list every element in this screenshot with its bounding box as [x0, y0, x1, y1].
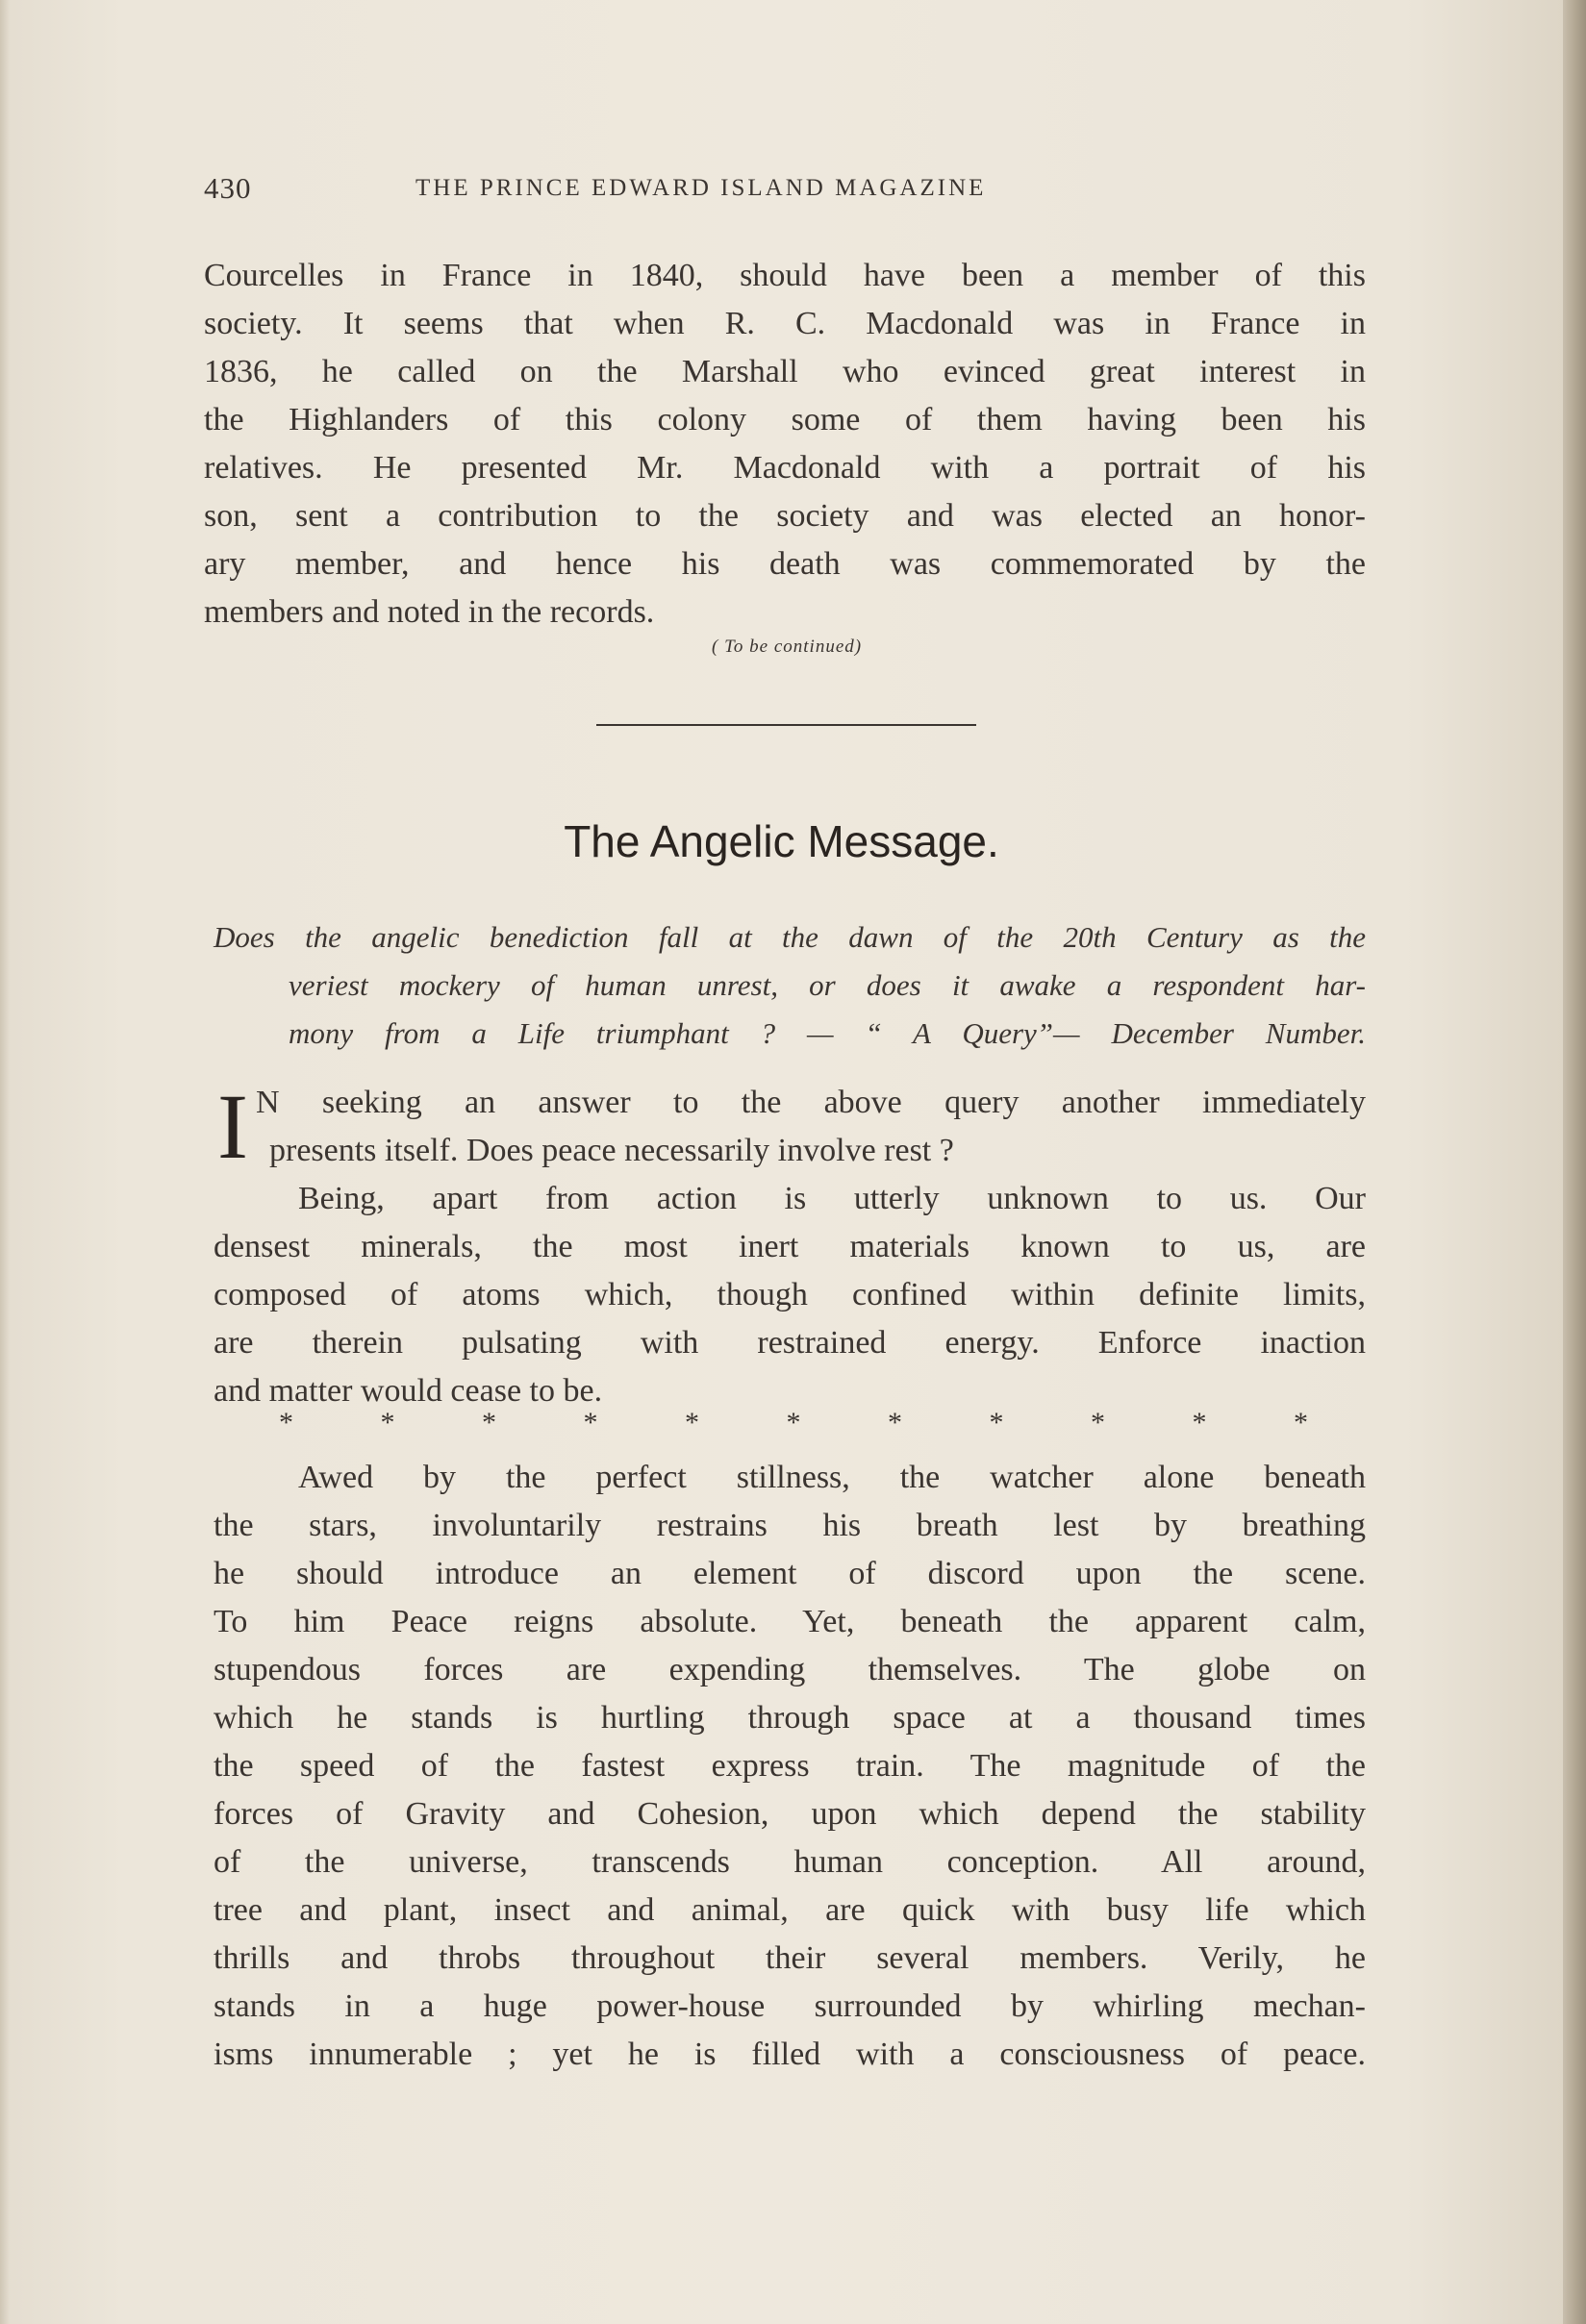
to-be-continued-note: ( To be continued)	[712, 637, 863, 657]
text-line: of the universe, transcends human conception. All around,	[214, 1844, 1366, 1880]
asterisk: *	[1192, 1407, 1207, 1438]
text-line: Courcelles in France in 1840, should have been a member of this	[204, 258, 1366, 293]
text-line: thrills and throbs throughout their several members. Verily, he	[214, 1940, 1366, 1976]
page-left-edge	[0, 0, 10, 2324]
asterisk: *	[786, 1407, 801, 1438]
text-line: isms innumerable ; yet he is filled with a consciousness of peace.	[214, 2037, 1366, 2072]
text-line: To him Peace reigns absolute. Yet, beneath the apparent calm,	[214, 1604, 1366, 1639]
epigraph-line: veriest mockery of human unrest, or does it awake a respondent har-	[289, 968, 1366, 1002]
text-line: society. It seems that when R. C. Macdonald was in France in	[204, 306, 1366, 341]
text-line: densest minerals, the most inert materials known to us, are	[214, 1229, 1366, 1264]
text-line: presents itself. Does peace necessarily involve rest ?	[269, 1133, 954, 1168]
asterisk: *	[583, 1407, 598, 1438]
text-line: relatives. He presented Mr. Macdonald with a portrait of his	[204, 450, 1366, 486]
section-divider	[596, 724, 976, 726]
text-line: son, sent a contribution to the society and was elected an honor-	[204, 498, 1366, 534]
article-title: The Angelic Message.	[564, 816, 999, 866]
magazine-title: THE PRINCE EDWARD ISLAND MAGAZINE	[415, 175, 987, 201]
text-line: stands in a huge power-house surrounded by whirling mechan-	[214, 1988, 1366, 2024]
epigraph-line: Does the angelic benediction fall at the dawn of the 20th Century as the	[214, 920, 1366, 954]
text-line: the Highlanders of this colony some of them having been his	[204, 402, 1366, 437]
asterisk: *	[685, 1407, 699, 1438]
text-line: which he stands is hurtling through space at a thousand times	[214, 1700, 1366, 1736]
asterisk: *	[482, 1407, 496, 1438]
text-line: ary member, and hence his death was commemorated by the	[204, 546, 1366, 582]
text-line: forces of Gravity and Cohesion, upon which depend the stability	[214, 1796, 1366, 1832]
asterisk: *	[888, 1407, 902, 1438]
text-line: the speed of the fastest express train. The magnitude of the	[214, 1748, 1366, 1784]
text-line: N seeking an answer to the above query another immediately	[256, 1085, 1366, 1120]
text-line: 1836, he called on the Marshall who evinced great interest in	[204, 354, 1366, 389]
book-spine-edge	[1563, 0, 1586, 2324]
drop-cap: I	[217, 1075, 248, 1178]
asterisk: *	[1294, 1407, 1308, 1438]
asterisk: *	[279, 1407, 293, 1438]
text-line: composed of atoms which, though confined within definite limits,	[214, 1277, 1366, 1312]
text-line: stupendous forces are expending themselves. The globe on	[214, 1652, 1366, 1687]
epigraph-line: mony from a Life triumphant ? — “ A Query”— December Number.	[289, 1016, 1366, 1050]
text-line: Awed by the perfect stillness, the watcher alone beneath	[298, 1460, 1366, 1495]
asterisk: *	[1091, 1407, 1105, 1438]
text-line: are therein pulsating with restrained energy. Enforce inaction	[214, 1325, 1366, 1361]
asterisk-separator	[279, 1407, 1308, 1439]
text-line: tree and plant, insect and animal, are quick with busy life which	[214, 1892, 1366, 1928]
text-line: members and noted in the records.	[204, 594, 655, 630]
page-number: 430	[204, 171, 252, 205]
text-line: Being, apart from action is utterly unknown to us. Our	[298, 1181, 1366, 1216]
running-head	[204, 171, 1166, 210]
text-line: and matter would cease to be.	[214, 1373, 603, 1409]
asterisk: *	[989, 1407, 1004, 1438]
asterisk: *	[380, 1407, 395, 1438]
text-line: the stars, involuntarily restrains his breath lest by breathing	[214, 1508, 1366, 1543]
text-line: he should introduce an element of discord upon the scene.	[214, 1556, 1366, 1591]
